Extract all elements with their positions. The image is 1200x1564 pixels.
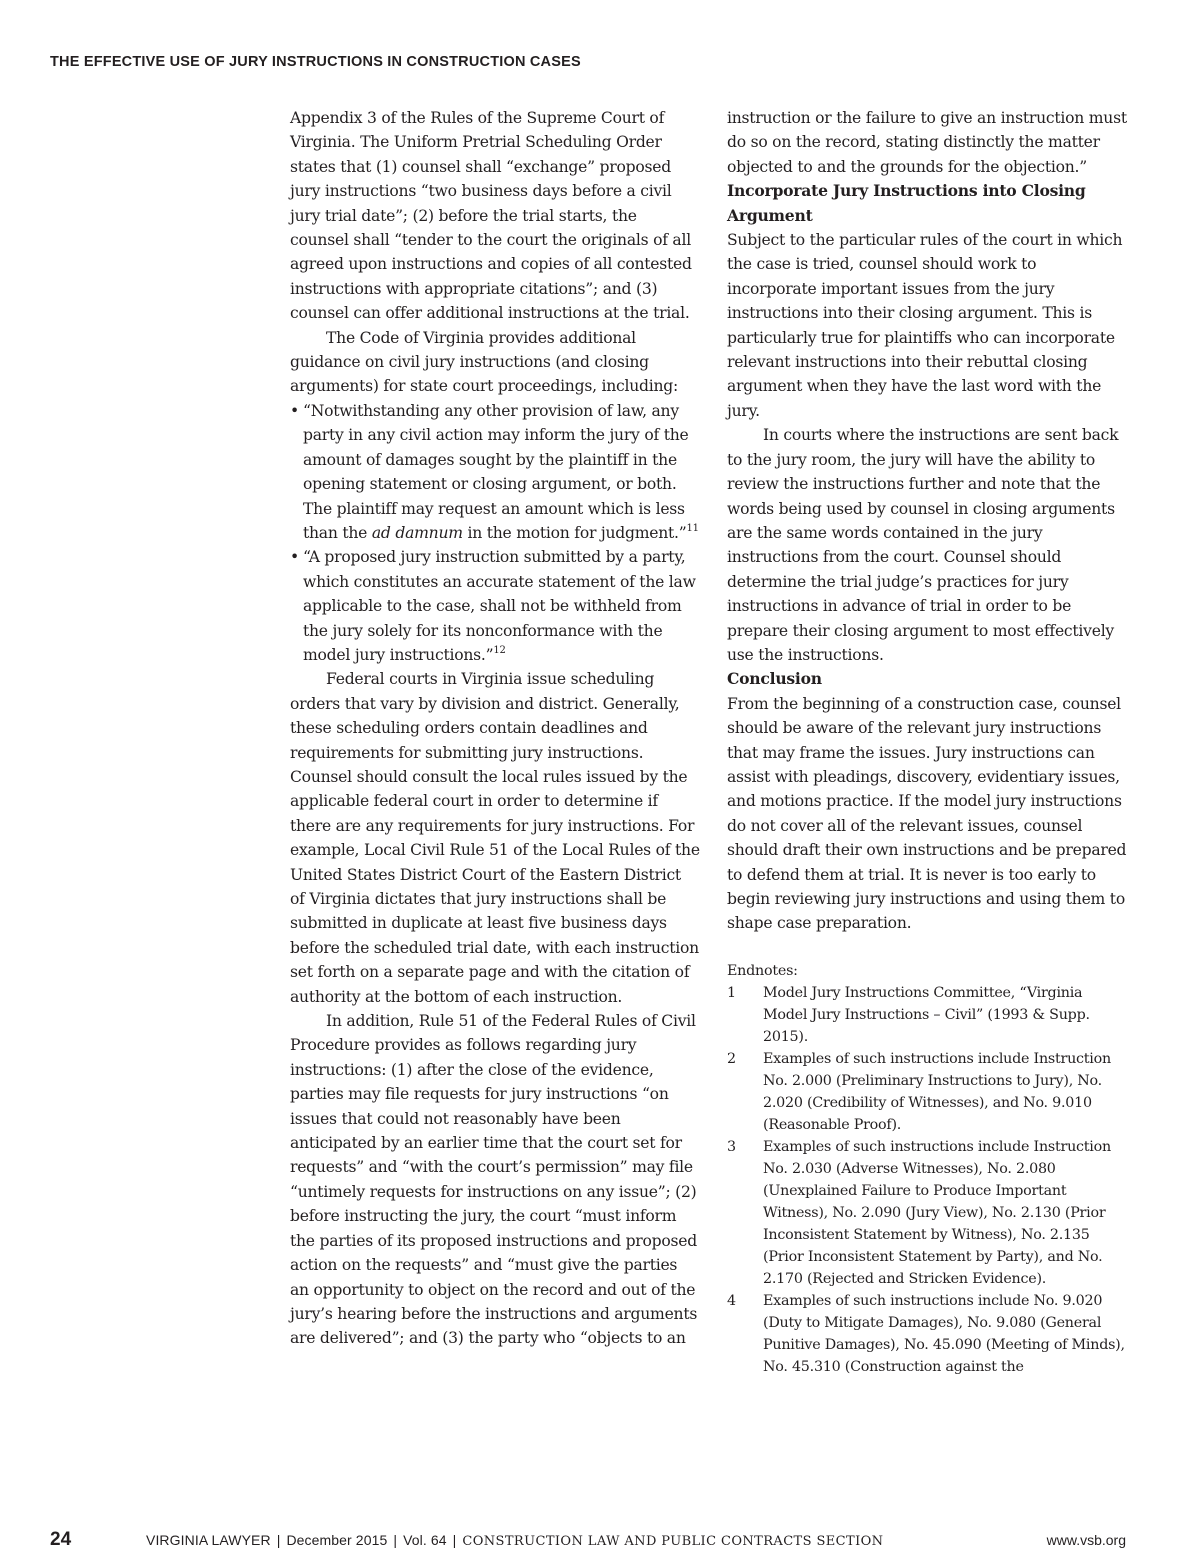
- left-paragraph-2: The Code of Virginia provides additional guidance on civil jury instructions (and closing arguments) for state court proceedings, including:: [290, 328, 679, 396]
- right-column: [727, 106, 1127, 1378]
- page-footer: [0, 1529, 1200, 1553]
- running-head: THE EFFECTIVE USE OF JURY INSTRUCTIONS IN CONSTRUCTION CASES: [50, 54, 581, 70]
- section-name: CONSTRUCTION LAW AND PUBLIC CONTRACTS SECTION: [462, 1534, 884, 1549]
- right-paragraph-2: Subject to the particular rules of the court in which the case is tried, counsel should work to incorporate important issues from the jury instructions into their closing argument. This is particularly true for plaintiffs who can incorporate relevant instructions into their rebuttal closing argument when they have the last word with the jury.: [727, 231, 1123, 420]
- endnotes: [727, 960, 1127, 1378]
- page-number: 24: [50, 1529, 72, 1550]
- endnote-text: Model Jury Instructions Committee, “Virginia Model Jury Instructions – Civil” (1993 & Supp. 2015).: [763, 984, 1090, 1045]
- code-quotes-list: [290, 399, 700, 667]
- endnote-number: 1: [727, 984, 736, 1001]
- left-paragraph-4: In addition, Rule 51 of the Federal Rules of Civil Procedure provides as follows regarding jury instructions: (1) after the close of the evidence, parties may file requests for jury instructions “on issues that could not reasonably have been anticipated by an earlier time that the court set for requests” and “with the court’s permission” may file “untimely requests for instructions on any issue”; (2) before instructing the jury, the court “must inform the parties of its proposed instructions and proposed action on the requests” and “must give the parties an opportunity to object on the record and out of the jury’s hearing before the instructions and arguments are delivered”; and (3) the party who “objects to an: [290, 1012, 698, 1348]
- list-item: [290, 545, 700, 667]
- endnote-text: Examples of such instructions include Instruction No. 2.030 (Adverse Witnesses), No. 2.080 (Unexplained Failure to Produce Important Witness), No. 2.090 (Jury View), No. 2.130 (Prior Inconsistent Statement by Witness), No. 2.135 (Prior Inconsistent Statement by Party), and No. 2.170 (Rejected and Stricken Evidence).: [763, 1138, 1111, 1287]
- publication-name: VIRGINIA LAWYER: [146, 1532, 271, 1548]
- footer-separator: |: [393, 1532, 398, 1548]
- left-column: [290, 106, 700, 1351]
- right-paragraph-4: From the beginning of a construction case, counsel should be aware of the relevant jury instructions that may frame the issues. Jury instructions can assist with pleadings, discovery, evidentiary issues, and motions practice. If the model jury instructions do not cover all of the relevant issues, counsel should draft their own instructions and be prepared to defend them at trial. It is never is too early to begin reviewing jury instructions and using them to shape case preparation.: [727, 694, 1127, 933]
- left-paragraph-3: Federal courts in Virginia issue scheduling orders that vary by division and district. Generally, these scheduling orders contain deadlines and requirements for submitting jury instructions. Counsel should consult the local rules issued by the applicable federal court in order to determine if there are any requirements for jury instructions. For example, Local Civil Rule 51 of the Local Rules of the United States District Court of the Eastern District of Virginia dictates that jury instructions shall be submitted in duplicate at least five business days before the scheduled trial date, with each instruction set forth on a separate page and with the citation of authority at the bottom of each instruction.: [290, 670, 700, 1006]
- volume: Vol. 64: [403, 1532, 447, 1548]
- endnote-text: Examples of such instructions include Instruction No. 2.000 (Preliminary Instructions to Jury), No. 2.020 (Credibility of Witnesses), and No. 9.010 (Reasonable Proof).: [763, 1050, 1111, 1133]
- website-url: www.vsb.org: [1046, 1532, 1126, 1548]
- issue-date: December 2015: [286, 1532, 388, 1548]
- heading-closing-argument: Incorporate Jury Instructions into Closing Argument: [727, 181, 1086, 225]
- bullet-1-text-b: in the motion for judgment.”: [462, 523, 687, 542]
- bullet-1-text-a: “Notwithstanding any other provision of law, any party in any civil action may inform the jury of the amount of damages sought by the plaintiff in the opening statement or closing argument, or both. The plaintiff may request an amount which is less than the: [303, 401, 689, 542]
- bullet-2-text: “A proposed jury instruction submitted by a party, which constitutes an accurate statement of the law applicable to the case, shall not be withheld from the jury solely for its nonconformance with the model jury instructions.”: [303, 548, 696, 664]
- left-paragraph-1: Appendix 3 of the Rules of the Supreme Court of Virginia. The Uniform Pretrial Scheduling Order states that (1) counsel shall “exchange” proposed jury instructions “two business days before a civil jury trial date”; (2) before the trial starts, the counsel shall “tender to the court the originals of all agreed upon instructions and copies of all contested instructions with appropriate citations”; and (3) counsel can offer additional instructions at the trial.: [290, 109, 692, 323]
- endnote-number: 3: [727, 1138, 736, 1155]
- endnote-number: 4: [727, 1292, 736, 1309]
- right-paragraph-1: instruction or the failure to give an instruction must do so on the record, stating distinctly the matter objected to and the grounds for the objection.”: [727, 109, 1127, 176]
- endnote-text: Examples of such instructions include No. 9.020 (Duty to Mitigate Damages), No. 9.080 (General Punitive Damages), No. 45.090 (Meeting of Minds), No. 45.310 (Construction against the: [763, 1292, 1125, 1375]
- footer-publication-line: [146, 1532, 883, 1549]
- list-item: [290, 399, 700, 545]
- footer-separator: |: [276, 1532, 281, 1548]
- endnote-item: [727, 1048, 1127, 1136]
- right-paragraph-3: In courts where the instructions are sent back to the jury room, the jury will have the ability to review the instructions further and note that the words being used by counsel in closing arguments are the same words contained in the jury instructions from the court. Counsel should determine the trial judge’s practices for jury instructions in advance of trial in order to be prepare their closing argument to most effectively use the instructions.: [727, 426, 1119, 664]
- footnote-ref-12: 12: [493, 644, 506, 656]
- endnote-item: [727, 1136, 1127, 1290]
- endnote-number: 2: [727, 1050, 736, 1067]
- endnotes-title: Endnotes:: [727, 962, 798, 979]
- bullet-1-italic: ad damnum: [371, 523, 463, 542]
- heading-conclusion: Conclusion: [727, 669, 822, 689]
- endnote-item: [727, 982, 1127, 1048]
- footnote-ref-11: 11: [686, 522, 699, 534]
- footer-separator: |: [452, 1532, 457, 1548]
- endnote-item: [727, 1290, 1127, 1378]
